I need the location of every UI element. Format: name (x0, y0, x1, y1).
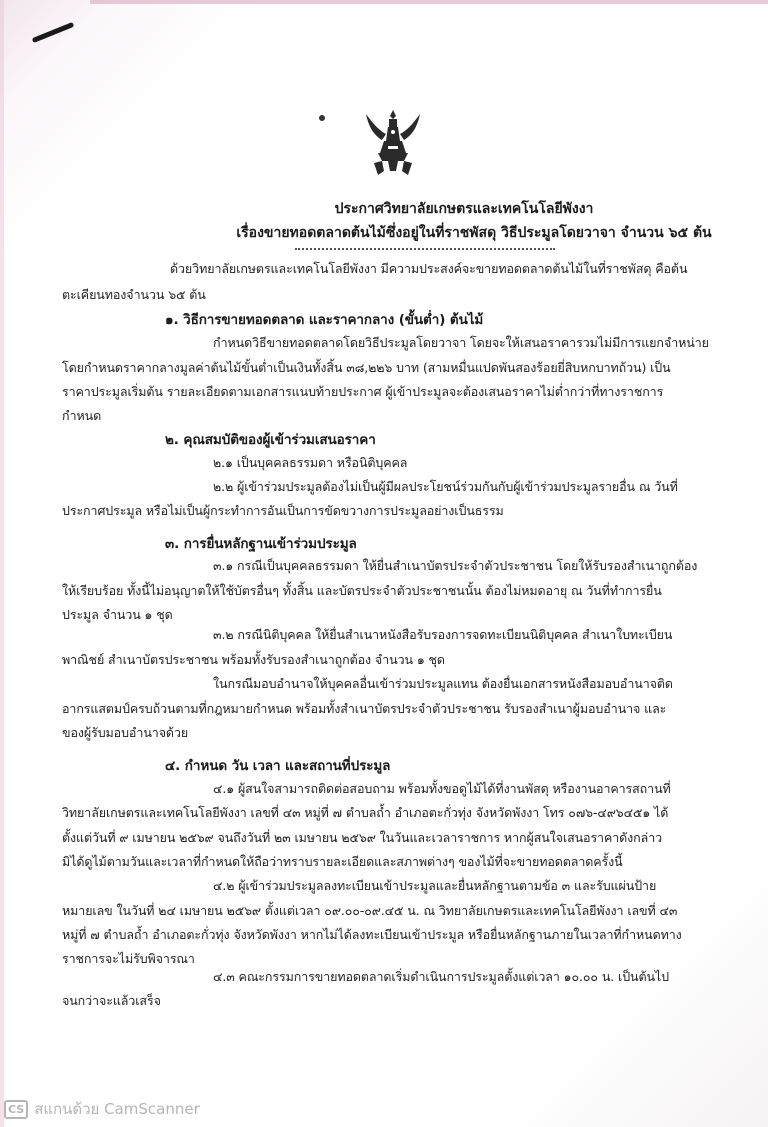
body-text-line: วิทยาลัยเกษตรและเทคโนโลยีพังงา เลขที่ ๔๓ หมู่ที่ ๗ ตำบลถ้ำ อำเภอตะกั่วทุ่ง จังหวัดพังงา โทร ๐๗๖-๔๙๖๔๕๑ ได้ (62, 805, 669, 820)
body-text-line: ตะเคียนทองจำนวน ๖๕ ต้น (62, 287, 206, 302)
section-heading: ๒. คุณสมบัติของผู้เข้าร่วมเสนอราคา (165, 432, 376, 448)
body-text-line: โดยกำหนดราคากลางมูลค่าต้นไม้ขั้นต่ำเป็นเงินทั้งสิ้น ๓๘,๒๒๖ บาท (สามหมื่นแปดพันสองร้อยยี่สิบหกบาทถ้วน) เป็น (62, 360, 671, 375)
body-text-line: จนกว่าจะแล้วเสร็จ (62, 993, 161, 1008)
ink-dot (319, 115, 325, 121)
body-text-line: ๓.๒ กรณีนิติบุคคล ให้ยื่นสำเนาหนังสือรับรองการจดทะเบียนนิติบุคคล สำเนาใบทะเบียน (213, 627, 673, 642)
body-text-line: ๔.๑ ผู้สนใจสามารถติดต่อสอบถาม พร้อมทั้งขอดูไม้ได้ที่งานพัสดุ หรืองานอาคารสถานที่ (213, 781, 671, 796)
body-text-line: กำหนดวิธีขายทอดตลาดโดยวิธีประมูลโดยวาจา โดยจะให้เสนอราคารวมไม่มีการแยกจำหน่าย (213, 335, 709, 350)
section-heading: ๓. การยื่นหลักฐานเข้าร่วมประมูล (165, 536, 357, 552)
section-heading: ๑. วิธีการขายทอดตลาด และราคากลาง (ขั้นต่ำ) ต้นไม้ (165, 312, 484, 328)
body-text-line: ๓.๑ กรณีเป็นบุคคลธรรมดา ให้ยื่นสำเนาบัตรประจำตัวประชาชน โดยให้รับรองสำเนาถูกต้อง (213, 558, 698, 573)
section-heading: ๔. กำหนด วัน เวลา และสถานที่ประมูล (165, 758, 391, 774)
body-text-line: ประกาศประมูล หรือไม่เป็นผู้กระทำการอันเป็นการขัดขวางการประมูลอย่างเป็นธรรม (62, 503, 504, 518)
body-text-line: หมู่ที่ ๗ ตำบลถ้ำ อำเภอตะกั่วทุ่ง จังหวัดพังงา หากไม่ได้ลงทะเบียนเข้าประมูล หรือยื่นหลักฐานภายในเวลาที่กำหนดทาง (62, 927, 682, 942)
body-text-line: ให้เรียบร้อย ทั้งนี้ไม่อนุญาตให้ใช้บัตรอื่นๆ ทั้งสิ้น และบัตรประจำตัวประชาชนนั้น ต้องไม่หมดอายุ ณ วันที่ทำการยื่น (62, 583, 662, 598)
camscanner-watermark (4, 1097, 200, 1121)
body-text-line: ๒.๒ ผู้เข้าร่วมประมูลต้องไม่เป็นผู้มีผลประโยชน์ร่วมกันกับผู้เข้าร่วมประมูลรายอื่น ณ วันที่ (213, 479, 678, 494)
garuda-emblem-icon (362, 108, 424, 178)
body-text-line: ในกรณีมอบอำนาจให้บุคคลอื่นเข้าร่วมประมูลแทน ต้องยื่นเอกสารหนังสือมอบอำนาจติด (213, 676, 673, 691)
document-title: ประกาศวิทยาลัยเกษตรและเทคโนโลยีพังงา (334, 201, 594, 217)
body-text-line: ๒.๑ เป็นบุคคลธรรมดา หรือนิติบุคคล (213, 455, 408, 470)
camscanner-logo-icon: CS (4, 1100, 28, 1119)
body-text-line: อากรแสตมป์ครบถ้วนตามที่กฎหมายกำหนด พร้อมทั้งสำเนาบัตรประจำตัวประชาชน รับรองสำเนาผู้มอบอำนาจ และ (62, 701, 667, 716)
document-subject: เรื่องขายทอดตลาดต้นไม้ซึ่งอยู่ในที่ราชพัสดุ วิธีประมูลโดยวาจา จำนวน ๖๕ ต้น (236, 225, 712, 241)
body-text-line: ของผู้รับมอบอำนาจด้วย (62, 725, 189, 740)
body-text-line: ตั้งแต่วันที่ ๙ เมษายน ๒๕๖๙ จนถึงวันที่ ๒๓ เมษายน ๒๕๖๙ ในวันและเวลาราชการ หากผู้สนใจเสนอราคาดังกล่าว (62, 830, 663, 845)
watermark-text: สแกนด้วย CamScanner (34, 1100, 200, 1118)
body-text-line: ประมูล จำนวน ๑ ชุด (62, 607, 173, 622)
body-text-line: ๔.๓ คณะกรรมการขายทอดตลาดเริ่มดำเนินการประมูลตั้งแต่เวลา ๑๐.๐๐ น. เป็นต้นไป (213, 969, 669, 984)
body-text-line: พาณิชย์ สำเนาบัตรประชาชน พร้อมทั้งรับรองสำเนาถูกต้อง จำนวน ๑ ชุด (62, 652, 445, 667)
body-text-line: กำหนด (62, 408, 102, 423)
body-text-line: ราคาประมูลเริ่มต้น รายละเอียดตามเอกสารแนบท้ายประกาศ ผู้เข้าประมูลจะต้องเสนอราคาไม่ต่ำกว่าที่ทางราชการ (62, 384, 664, 399)
dotted-divider (295, 248, 555, 250)
body-text-line: หมายเลข ในวันที่ ๒๔ เมษายน ๒๕๖๙ ตั้งแต่เวลา ๐๙.๐๐-๐๙.๔๕ น. ณ วิทยาลัยเกษตรและเทคโนโลยีพังงา เลขที่ ๔๓ (62, 903, 678, 918)
body-text-line: ๔.๒ ผู้เข้าร่วมประมูลลงทะเบียนเข้าประมูลและยื่นหลักฐานตามข้อ ๓ และรับแผ่นป้าย (213, 878, 657, 893)
body-text-line: มิได้ดูไม้ตามวันและเวลาที่กำหนดให้ถือว่าทราบรายละเอียดและสภาพต่างๆ ของไม้ที่จะขายทอดตลาดครั้งนี้ (62, 854, 623, 869)
body-text-line: ด้วยวิทยาลัยเกษตรและเทคโนโลยีพังงา มีความประสงค์จะขายทอดตลาดต้นไม้ในที่ราชพัสดุ คือต้น (170, 261, 688, 276)
body-text-line: ราชการจะไม่รับพิจารณา (62, 951, 195, 966)
